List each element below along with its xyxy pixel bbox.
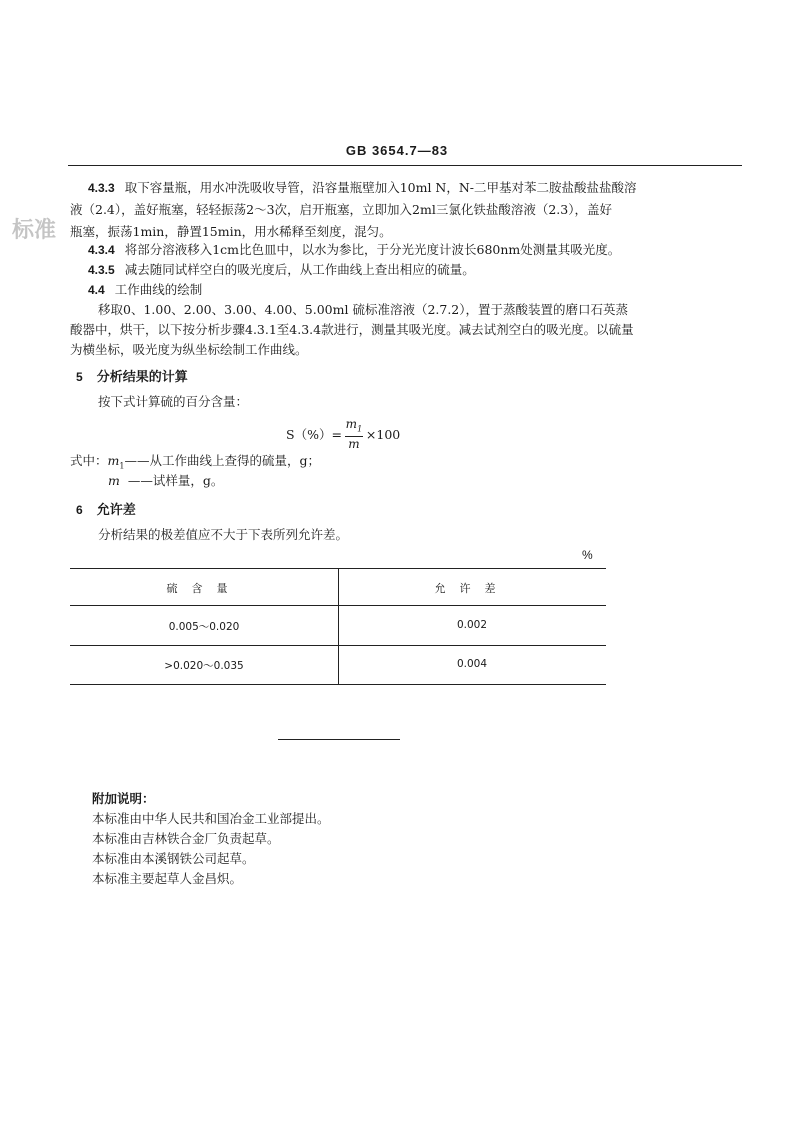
clause-4-3-3 (88, 178, 637, 198)
where-symbol: m (107, 453, 120, 468)
section-title: 分析结果的计算 (96, 370, 188, 385)
section-title: 允许差 (96, 503, 136, 518)
clause-number: 4.3.4 (88, 243, 115, 257)
clause-line: 取下容量瓶，用水冲洗吸收导管，沿容量瓶壁加入10ml N，N-二甲基对苯二胺盐酸盐盐酸溶 (124, 180, 637, 195)
notes-line: 本标准由中华人民共和国冶金工业部提出。 (92, 811, 330, 826)
clause-number: 4.4 (88, 283, 105, 297)
standard-number: GB 3654.7—83 (345, 143, 449, 158)
notes-title: 附加说明： (92, 791, 155, 806)
side-stamp: 标准 (12, 217, 57, 243)
clause-heading: 工作曲线的绘制 (114, 282, 203, 297)
section-number: 6 (76, 503, 83, 517)
clause-4-3-5 (88, 260, 475, 280)
header-rule (68, 165, 742, 166)
formula-right: ×100 (365, 426, 401, 442)
clause-number: 4.3.5 (88, 263, 115, 277)
table-cell: 0.002 (456, 619, 488, 631)
curve-paragraph-line: 移取0、1.00、2.00、3.00、4.00、5.00ml 硫标准溶液（2.7.2），置于蒸酸装置的磨口石英蒸 (98, 302, 628, 317)
table-cell: >0.020～0.035 (164, 660, 244, 672)
section-5-intro: 按下式计算硫的百分含量： (98, 394, 249, 409)
where-line-2 (108, 471, 223, 491)
table-header-tolerance: 允许差 (434, 582, 510, 595)
clause-4-3-4 (88, 240, 620, 260)
table-header-sulfur: 硫含量 (166, 582, 242, 595)
table-unit: % (582, 548, 593, 562)
clause-4-4 (88, 280, 202, 300)
curve-paragraph-line: 酸器中，烘干，以下按分析步骤4.3.1至4.3.4款进行，测量其吸光度。减去试剂空白的吸光度。以硫量 (70, 322, 634, 337)
formula-numerator: $m_1$ (345, 417, 363, 434)
where-text: ——从工作曲线上查得的硫量，g； (124, 453, 320, 468)
where-label: 式中： (70, 453, 108, 468)
notes-line: 本标准由吉林铁合金厂负责起草。 (92, 831, 280, 846)
table-cell: 0.005～0.020 (168, 621, 240, 633)
clause-line: 液（2.4），盖好瓶塞，轻轻振荡2～3次，启开瓶塞，立即加入2ml三氯化铁盐酸溶液（2.3），盖好 (70, 202, 612, 217)
formula-fraction (345, 417, 363, 451)
clause-number: 4.3.3 (88, 181, 115, 195)
clause-line: 将部分溶液移入1cm比色皿中，以水为参比，于分光光度计波长680nm处测量其吸光度。 (124, 242, 621, 257)
formula (286, 417, 400, 451)
section-6-heading (76, 499, 136, 518)
formula-left: S（%）= (286, 427, 342, 443)
section-number: 5 (76, 370, 83, 384)
end-rule (278, 739, 400, 740)
table-bottom-rule (70, 684, 606, 685)
notes-line: 本标准由本溪钢铁公司起草。 (92, 851, 255, 866)
table-cell: 0.004 (456, 658, 488, 670)
formula-denominator: m (348, 437, 360, 452)
section-6-intro: 分析结果的极差值应不大于下表所列允许差。 (98, 527, 349, 542)
notes-line: 本标准主要起草人金昌炽。 (92, 871, 243, 886)
where-text: ——试样量，g。 (127, 473, 224, 488)
clause-line: 瓶塞，振荡1min，静置15min，用水稀释至刻度，混匀。 (70, 224, 392, 239)
clause-line: 减去随同试样空白的吸光度后，从工作曲线上查出相应的硫量。 (124, 262, 475, 277)
where-line-1: 式中：$m_1——$从工作曲线上查得的硫量，g； (70, 453, 320, 471)
section-5-heading (76, 366, 188, 385)
where-symbol: m (108, 473, 120, 488)
curve-paragraph-line: 为横坐标，吸光度为纵坐标绘制工作曲线。 (70, 342, 308, 357)
